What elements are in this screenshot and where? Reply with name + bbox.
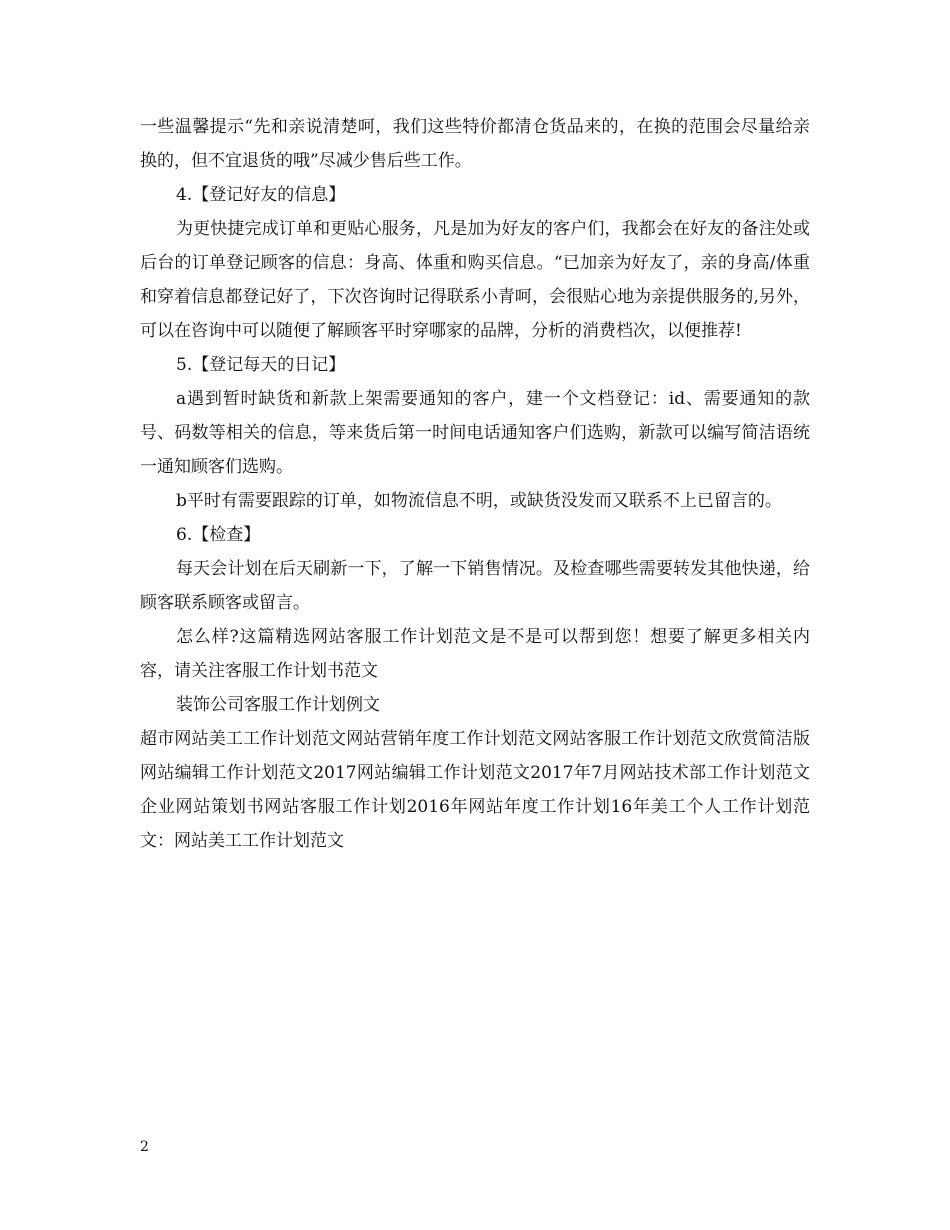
paragraph-register-friends: 为更快捷完成订单和更贴心服务，凡是加为好友的客户们，我都会在好友的备注处或后台的订单登记顾客的信息：身高、体重和购买信息。“已加亲为好友了，亲的身高/体重和穿着信息都登记好了，下次咨询时记得联系小青呵，会很贴心地为亲提供服务的,另外，可以在咨询中可以随便了解顾客平时穿哪家的品牌，分析的消费档次，以便推荐! bbox=[140, 219, 810, 341]
heading-check: 6.【检查】 bbox=[176, 525, 261, 545]
paragraph-daily-log-a: a遇到暂时缺货和新款上架需要通知的客户，建一个文档登记：id、需要通知的款号、码数等相关的信息，等来货后第一时间电话通知客户们选购，新款可以编写简洁语统一通知顾客们选购。 bbox=[140, 389, 810, 477]
paragraph-closing: 怎么样?这篇精选网站客服工作计划范文是不是可以帮到您！想要了解更多相关内容，请关注客服工作计划书范文 bbox=[140, 627, 810, 681]
paragraph-check: 每天会计划在后天刷新一下，了解一下销售情况。及检查哪些需要转发其他快递，给顾客联系顾客或留言。 bbox=[140, 559, 810, 613]
paragraph-daily-log-b: b平时有需要跟踪的订单，如物流信息不明，或缺货没发而又联系不上已留言的。 bbox=[176, 491, 782, 511]
heading-daily-log: 5.【登记每天的日记】 bbox=[176, 355, 346, 375]
related-article-title: 装饰公司客服工作计划例文 bbox=[176, 695, 380, 715]
document-body bbox=[140, 110, 810, 858]
heading-register-friends: 4.【登记好友的信息】 bbox=[176, 185, 346, 205]
page-number: 2 bbox=[140, 1139, 149, 1155]
paragraph-warm-tips: 一些温馨提示“先和亲说清楚呵，我们这些特价都清仓货品来的，在换的范围会尽量给亲换的，但不宜退货的哦”尽减少售后些工作。 bbox=[140, 117, 810, 171]
related-articles-list: 超市网站美工工作计划范文网站营销年度工作计划范文网站客服工作计划范文欣赏简洁版网站编辑工作计划范文2017网站编辑工作计划范文2017年7月网站技术部工作计划范文企业网站策划书网站客服工作计划2016年网站年度工作计划16年美工个人工作计划范文：网站美工工作计划范文 bbox=[140, 729, 810, 851]
